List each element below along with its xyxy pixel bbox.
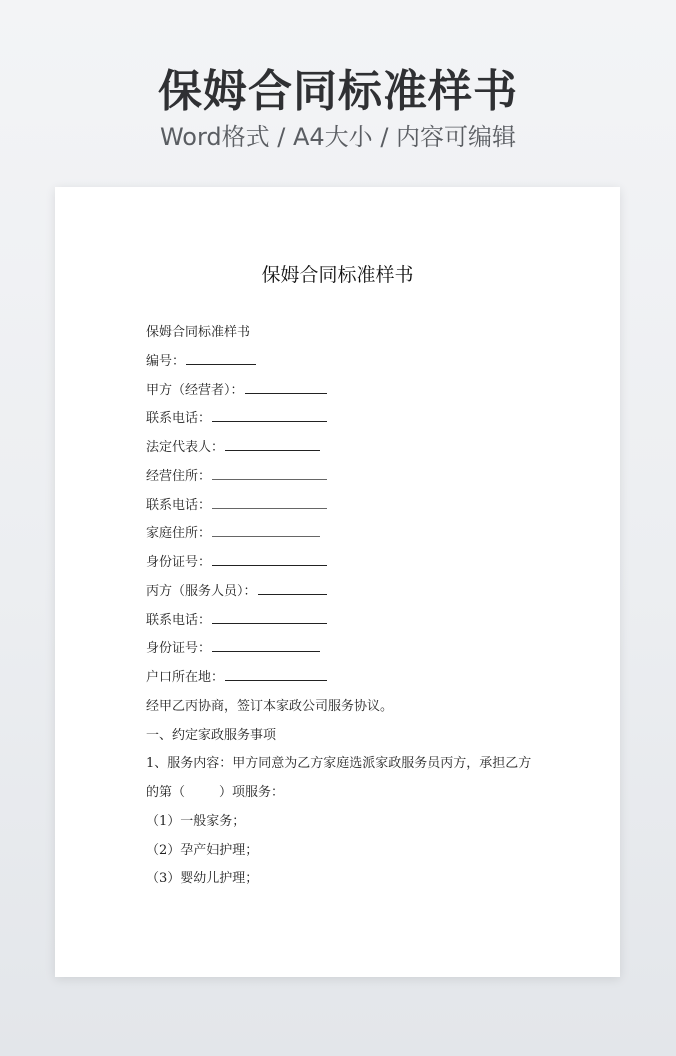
home-address-blank xyxy=(212,523,320,537)
phone-blank-1 xyxy=(212,408,327,422)
legal-rep-line xyxy=(146,434,566,463)
party-a-label: 甲方（经营者）： xyxy=(146,382,244,398)
party-c-blank xyxy=(258,581,327,595)
service-item-1: （1）一般家务； xyxy=(146,813,246,829)
residence-label: 户口所在地： xyxy=(146,670,225,685)
legal-rep-label: 法定代表人： xyxy=(146,440,225,455)
service-content-line-1: 1、服务内容：甲方同意为乙方家庭选派家政服务员丙方，承担乙方 xyxy=(146,756,532,772)
phone-blank-2 xyxy=(212,495,327,509)
party-c-line xyxy=(146,578,566,607)
phone-blank-3 xyxy=(212,610,327,624)
section-one-heading: 一、约定家政服务事项 xyxy=(146,727,277,743)
phone-line-1 xyxy=(146,405,566,434)
phone-line-2 xyxy=(146,492,566,521)
business-address-line xyxy=(146,463,566,492)
business-address-blank xyxy=(212,466,327,480)
document-body xyxy=(146,319,566,894)
number-blank xyxy=(186,351,256,365)
phone-label-1: 联系电话： xyxy=(146,411,212,427)
residence-line xyxy=(146,664,566,693)
document-heading-line: 保姆合同标准样书 xyxy=(146,325,251,340)
home-address-label: 家庭住所： xyxy=(146,526,212,542)
home-address-line xyxy=(146,520,566,549)
service-item-3: （3）婴幼儿护理； xyxy=(146,871,259,887)
document-title: 保姆合同标准样书 xyxy=(261,264,414,286)
agreement-statement: 经甲乙丙协商，签订本家政公司服务协议。 xyxy=(146,698,394,714)
party-a-line xyxy=(146,377,566,406)
legal-rep-blank xyxy=(225,437,320,451)
id-label-1: 身份证号： xyxy=(146,555,212,570)
phone-label-3: 联系电话： xyxy=(146,612,212,628)
phone-line-3 xyxy=(146,607,566,636)
id-blank-1 xyxy=(212,552,327,566)
banner-subtitle: Word格式 / A4大小 / 内容可编辑 xyxy=(159,123,517,151)
id-line-2 xyxy=(146,635,566,664)
party-c-label: 丙方（服务人员）： xyxy=(146,583,257,599)
document-page xyxy=(55,187,620,977)
business-address-label: 经营住所： xyxy=(146,468,212,484)
number-line xyxy=(146,348,566,377)
party-a-blank xyxy=(245,380,327,394)
number-label: 编号： xyxy=(146,353,186,369)
id-label-2: 身份证号： xyxy=(146,641,212,657)
id-line-1 xyxy=(146,549,566,578)
service-item-2: （2）孕产妇护理； xyxy=(146,842,259,858)
residence-blank xyxy=(225,667,327,681)
service-content-pre: 的第（ xyxy=(146,785,186,800)
id-blank-2 xyxy=(212,638,320,652)
banner-title: 保姆合同标准样书 xyxy=(158,66,518,117)
service-content-post: ）项服务： xyxy=(219,785,285,800)
phone-label-2: 联系电话： xyxy=(146,497,212,513)
service-content-line-2 xyxy=(146,779,566,808)
